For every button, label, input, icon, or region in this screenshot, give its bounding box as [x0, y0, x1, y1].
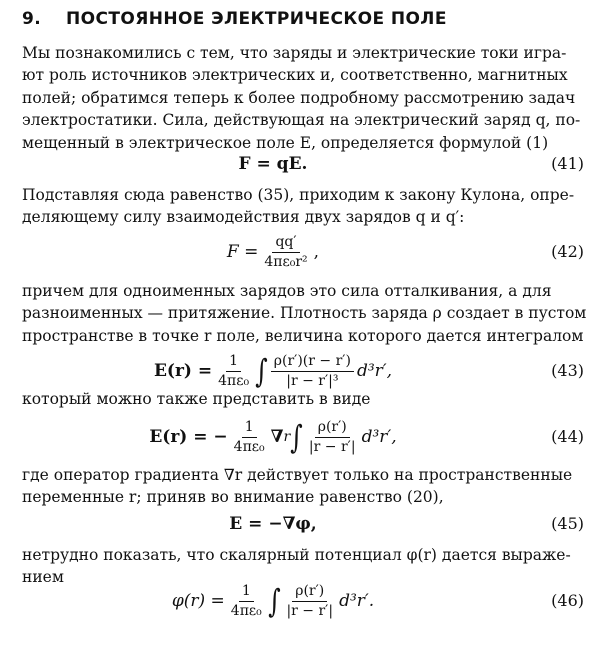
equation-number: (46) [551, 590, 584, 610]
text-line: мещенный в электрическое поле E, определяется формулой (1) [22, 133, 549, 152]
text-line: ют роль источников электрических и, соответственно, магнитных [22, 66, 568, 85]
text-line: полей; обратимся теперь к более подробному рассмотрению задач [22, 88, 576, 107]
text-line: пространстве в точке r поле, величина которого дается интегралом [22, 326, 584, 345]
equation-body: E = −∇φ, [229, 513, 317, 534]
equation-number: (45) [551, 513, 584, 533]
integral-sign: ∫ [290, 418, 303, 456]
text-line: причем для одноименных зарядов это сила отталкивания, а для [22, 282, 552, 300]
text-line: где оператор градиента ∇r действует только на пространственные [22, 466, 573, 484]
equation-body: E(r) = − $\frac{1}{\text{4πε₀}}$ ∇ r ∫ $\frac{\rho(r')}{|r - r'|}$ d³r′, [149, 418, 397, 456]
equation-41 [22, 150, 584, 178]
section-title: ПОСТОЯННОЕ ЭЛЕКТРИЧЕСКОЕ ПОЛЕ [66, 9, 447, 29]
equation-body: E(r) = $\frac{1}{\text{4πε₀}}$ ∫ $\frac{\rho(r')(r - r')}{\text{|r − r′|³}}$ d³r′, [153, 352, 393, 390]
text-line: деляющему силу взаимодействия двух зарядов q и q′: [22, 208, 465, 227]
fraction: $\frac{1}{\text{4πε₀}}$ [233, 418, 265, 455]
fraction: $\frac{1}{\text{4πε₀}}$ [218, 352, 250, 389]
equation-number: (42) [551, 241, 584, 261]
fraction: $\frac{qq'}{\text{4πε₀r²}}$ [264, 233, 308, 270]
nabla-operator: ∇ [270, 426, 284, 447]
equation-number: (41) [551, 153, 584, 173]
equation-number: (44) [551, 426, 584, 446]
integral-sign: ∫ [267, 582, 281, 620]
fraction: $\frac{1}{\text{4πε₀}}$ [230, 582, 262, 619]
paragraph-represent [22, 388, 584, 410]
section-heading [22, 8, 447, 30]
equation-number: (43) [551, 360, 584, 380]
fraction: $\frac{\rho(r')}{|r - r'|}$ [308, 418, 356, 455]
text-line: переменные r; приняв во внимание равенство (20), [22, 488, 444, 507]
text-line: разноименных — притяжение. Плотность заряда ρ создает в пустом [22, 304, 587, 323]
text-line: Мы познакомились с тем, что заряды и электрические токи игра- [22, 44, 567, 62]
fraction: $\frac{\rho(r')(r - r')}{\text{|r − r′|³}}$ [271, 353, 354, 390]
equation-body: F = $\frac{qq'}{\text{4πε₀r²}}$ , [226, 233, 320, 270]
integral-sign: ∫ [255, 352, 268, 390]
equation-body: φ(r) = $\frac{1}{\text{4πε₀}}$ ∫ $\frac{\rho(r')}{|r - r'|}$ d³r′. [171, 582, 375, 620]
paragraph-gradient [22, 464, 584, 509]
text-line: нетрудно показать, что скалярный потенциал φ(r) дается выраже- [22, 546, 571, 564]
paragraph-coulomb [22, 184, 584, 229]
equation-body: F = qE. [238, 153, 308, 174]
equation-44 [22, 412, 584, 462]
text-line: нием [22, 568, 64, 587]
text-line: Подставляя сюда равенство (35), приходим к закону Кулона, опре- [22, 186, 575, 204]
paragraph-density [22, 280, 587, 347]
paragraph-intro [22, 42, 584, 154]
section-number: 9. [22, 9, 42, 29]
equation-46 [22, 576, 584, 626]
fraction: $\frac{\rho(r')}{|r - r'|}$ [286, 582, 334, 619]
text-line: электростатики. Сила, действующая на электрический заряд q, по- [22, 111, 581, 130]
text-line: который можно также представить в виде [22, 390, 371, 408]
equation-45 [22, 510, 584, 538]
equation-42 [22, 230, 584, 274]
